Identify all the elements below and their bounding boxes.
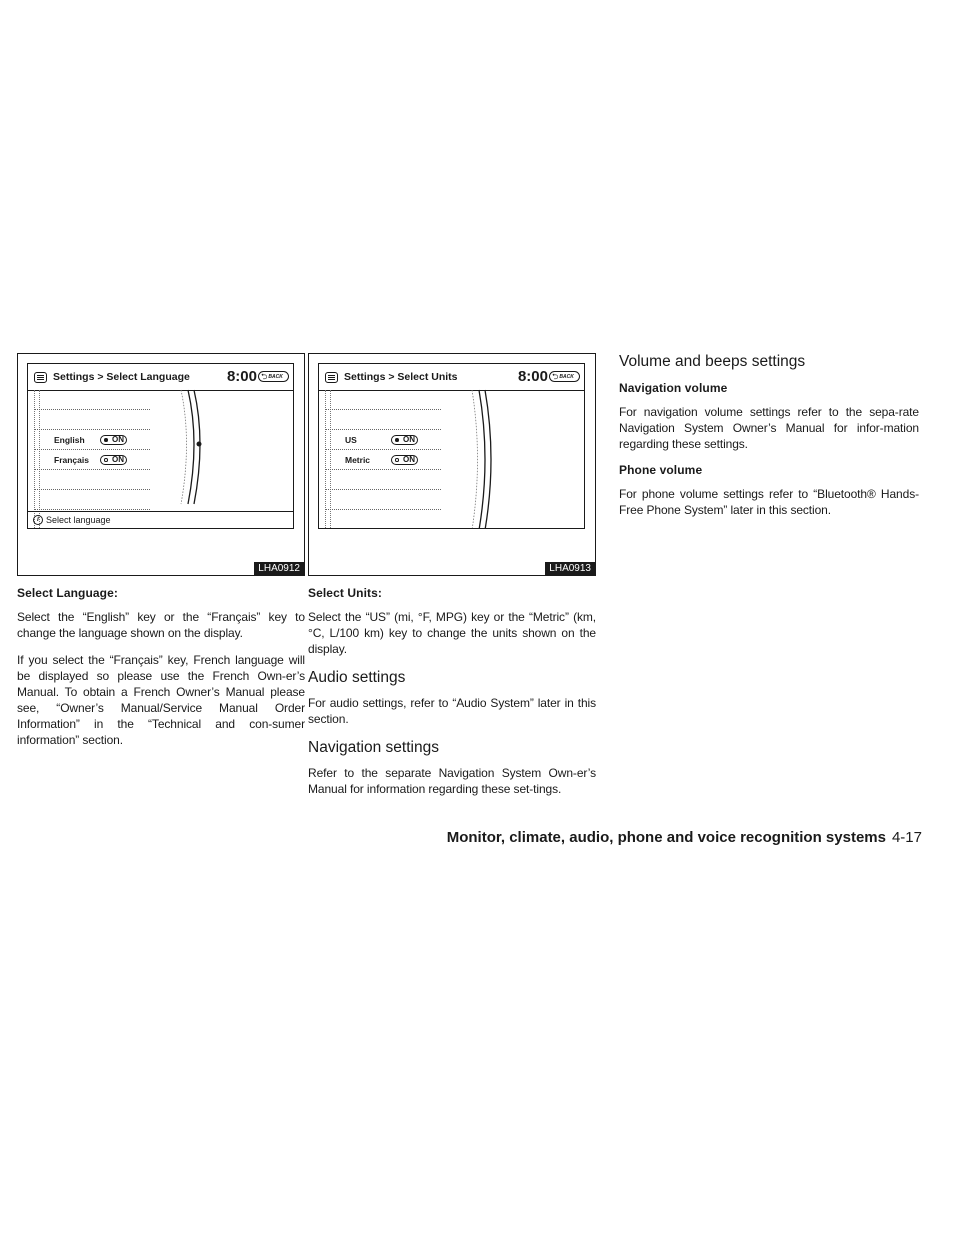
dial-curve (136, 364, 206, 514)
screen-select-units (318, 363, 585, 529)
radio-unselected-icon (104, 458, 108, 462)
figure-select-units (308, 353, 596, 576)
back-button[interactable] (549, 371, 580, 382)
section-title: Monitor, climate, audio, phone and voice recognition systems (446, 829, 886, 846)
figure-code: LHA0912 (254, 562, 304, 575)
indicator-text: ON (403, 435, 415, 444)
indicator-text: ON (403, 455, 415, 464)
list-row (325, 510, 441, 529)
screen-title: Settings > Select Units (344, 371, 458, 383)
option-us[interactable] (325, 430, 441, 450)
menu-icon (325, 372, 338, 383)
list-row (34, 470, 150, 490)
paragraph: For navigation volume settings refer to the sepa-rate Navigation System Owner’s Manual for infor-mation regarding these settings. (619, 405, 919, 451)
info-bar (28, 511, 293, 528)
figure-code: LHA0913 (545, 562, 595, 575)
option-list (34, 390, 150, 510)
page-number: 4-17 (891, 829, 922, 846)
back-label: BACK (268, 373, 283, 380)
heading-navigation-settings: Navigation settings (308, 739, 439, 756)
screen-select-language (27, 363, 294, 529)
option-label: Metric (345, 455, 371, 465)
radio-unselected-icon (395, 458, 399, 462)
option-english[interactable] (34, 430, 150, 450)
list-row (34, 390, 150, 410)
option-francais[interactable] (34, 450, 150, 470)
figure-select-language (17, 353, 305, 576)
option-list (325, 390, 441, 529)
subheading-select-units: Select Units: (308, 586, 382, 600)
heading-audio-settings: Audio settings (308, 669, 406, 686)
back-arrow-icon: ⮌ (552, 371, 559, 381)
radio-selected-icon (395, 438, 399, 442)
list-row (325, 390, 441, 410)
back-arrow-icon: ⮌ (261, 371, 268, 381)
clock: 8:00 (517, 368, 548, 385)
indicator-text: ON (112, 455, 124, 464)
on-indicator (100, 435, 127, 445)
dial-curve (427, 364, 497, 529)
column-middle (308, 353, 596, 808)
screen-title: Settings > Select Language (53, 371, 190, 383)
radio-selected-icon (104, 438, 108, 442)
clock: 8:00 (226, 368, 257, 385)
page-footer (410, 829, 922, 846)
back-label: BACK (559, 373, 574, 380)
paragraph: Select the “English” key or the “Français” key to change the language shown on the display. (17, 610, 305, 640)
heading-volume-beeps: Volume and beeps settings (619, 353, 806, 370)
option-label: English (54, 435, 85, 445)
on-indicator (100, 455, 127, 465)
option-label: US (345, 435, 357, 445)
paragraph: If you select the “Français” key, French language will be displayed so please use the French Own-er’s Manual. To obtain a French Owner’s Manual please see, “Owner’s Manual/Service Manual Order Information” in the “Technical and con-sumer information” section. (17, 653, 305, 747)
info-text: Select language (46, 514, 111, 525)
paragraph: For audio settings, refer to “Audio System” later in this section. (308, 696, 596, 726)
column-right (619, 353, 919, 529)
list-row (34, 490, 150, 510)
list-row (325, 410, 441, 430)
menu-icon (34, 372, 47, 383)
list-row (325, 470, 441, 490)
list-row (325, 490, 441, 510)
on-indicator (391, 455, 418, 465)
paragraph: Select the “US” (mi, °F, MPG) key or the “Metric” (km, °C, L/100 km) key to change the units shown on the display. (308, 610, 596, 656)
paragraph: Refer to the separate Navigation System Own-er’s Manual for information regarding these set-tings. (308, 766, 596, 796)
subheading-select-language: Select Language: (17, 586, 118, 600)
option-label: Français (54, 455, 89, 465)
indicator-text: ON (112, 435, 124, 444)
option-metric[interactable] (325, 450, 441, 470)
list-row (34, 410, 150, 430)
subheading-navigation-volume: Navigation volume (619, 381, 728, 395)
on-indicator (391, 435, 418, 445)
subheading-phone-volume: Phone volume (619, 463, 703, 477)
info-icon: i (33, 515, 43, 525)
back-button[interactable] (258, 371, 289, 382)
paragraph: For phone volume settings refer to “Bluetooth® Hands-Free Phone System” later in this section. (619, 487, 919, 517)
column-left (17, 353, 305, 759)
